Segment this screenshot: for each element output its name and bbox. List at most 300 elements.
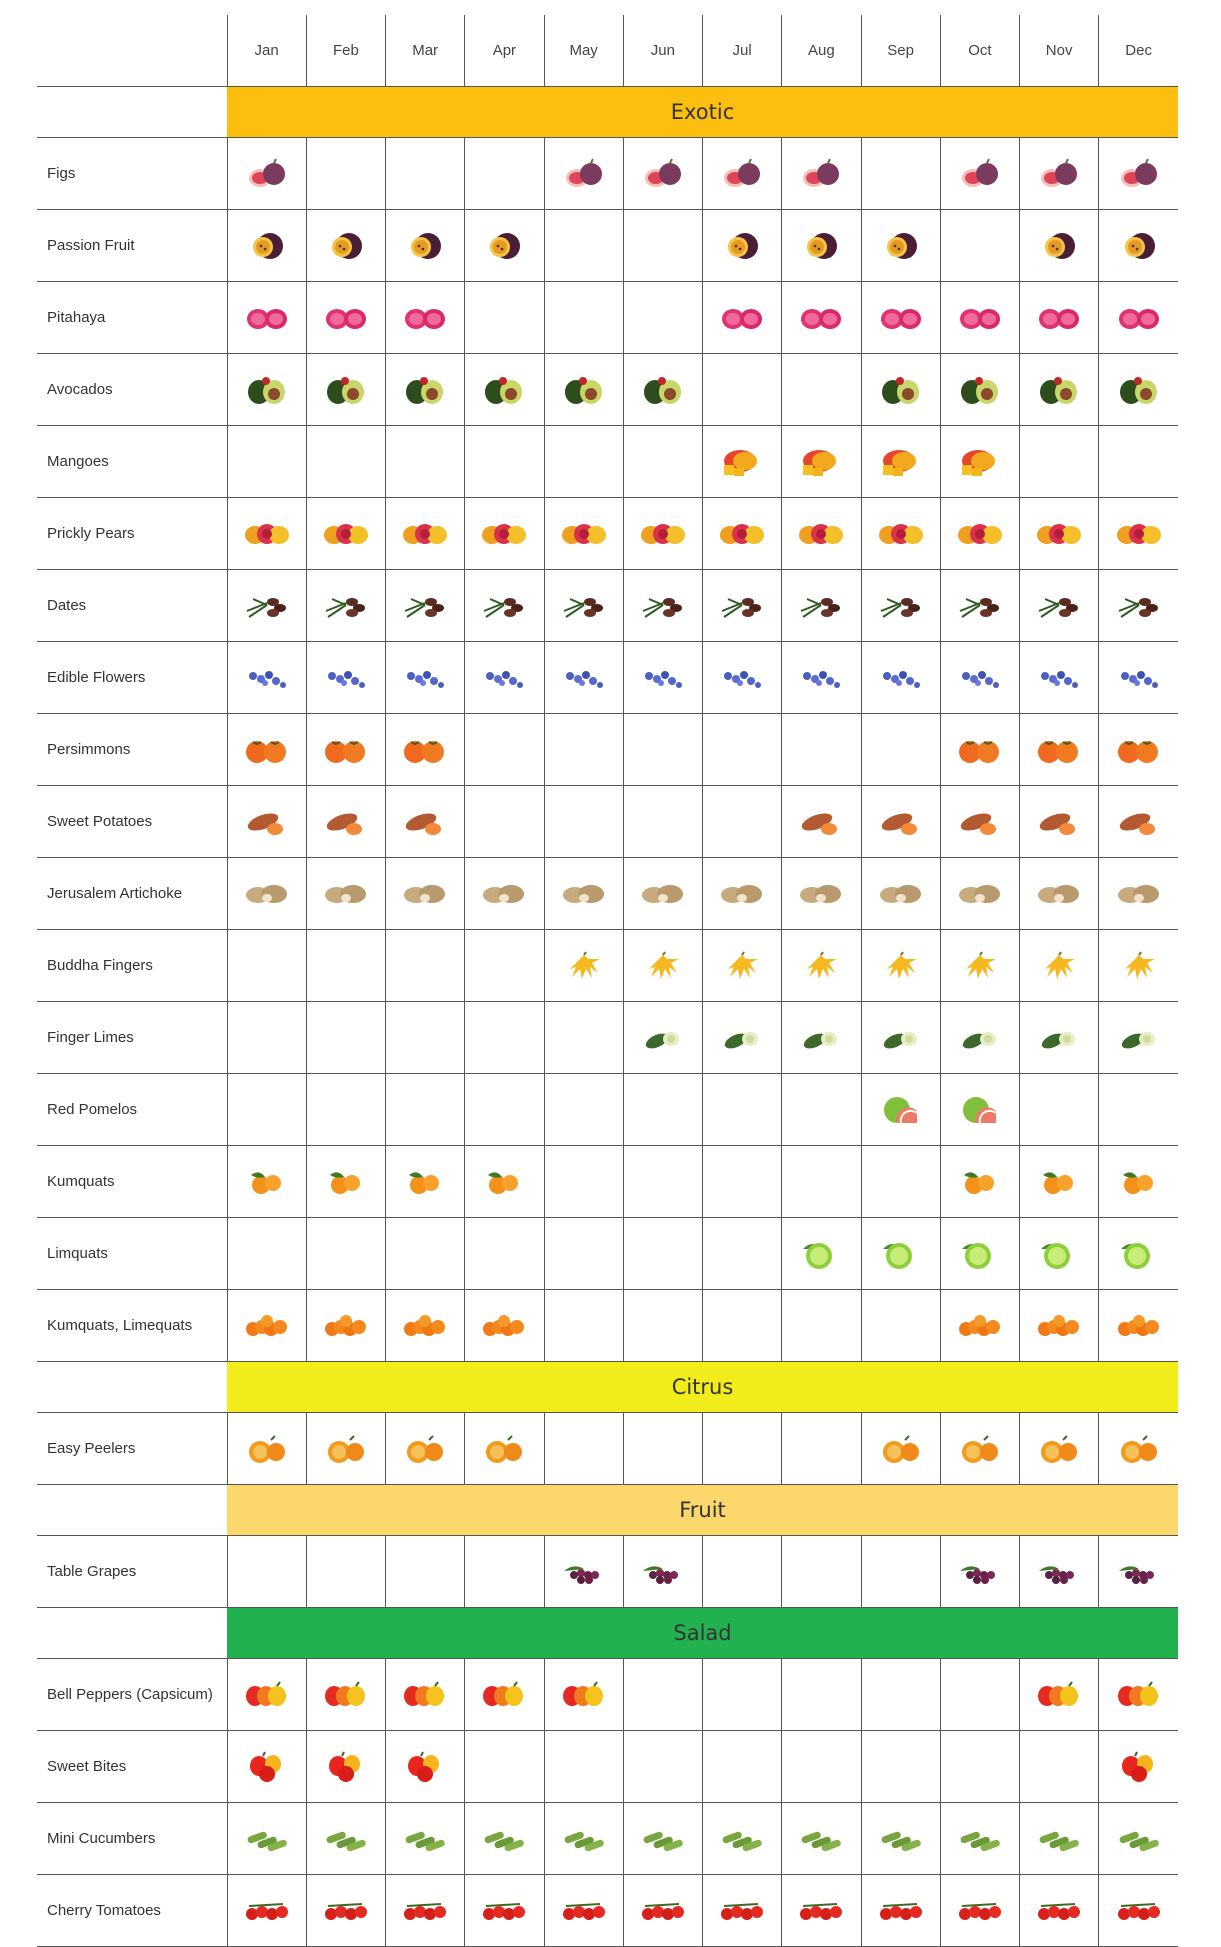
month-cell [1020,1413,1099,1485]
month-cell [782,426,861,498]
month-cell [1099,1875,1178,1947]
mango-icon [797,445,845,479]
month-cell [623,1074,702,1146]
cherry-tomato-icon [797,1894,845,1928]
section-row-fruit [37,1485,1178,1536]
month-cell [940,354,1019,426]
produce-name: Limquats [37,1218,227,1290]
month-cell [544,858,623,930]
month-cell [465,138,544,210]
prickly-pear-icon [322,517,370,551]
month-cell [306,1218,385,1290]
produce-name: Passion Fruit [37,210,227,282]
pitahaya-icon [322,301,370,335]
month-cell [1020,642,1099,714]
month-cell [306,1536,385,1608]
month-cell [1099,1002,1178,1074]
easy-peeler-icon [1035,1432,1083,1466]
month-cell [1099,786,1178,858]
kumquat-limequat-icon [1035,1309,1083,1343]
month-cell [623,138,702,210]
mini-cucumber-icon [1115,1822,1163,1856]
month-cell [940,930,1019,1002]
produce-name: Avocados [37,354,227,426]
month-cell [861,1659,940,1731]
month-cell [465,930,544,1002]
month-cell [703,1002,782,1074]
month-cell [386,1290,465,1362]
buddha-fingers-icon [956,949,1004,983]
produce-name: Cherry Tomatoes [37,1875,227,1947]
month-cell [306,1731,385,1803]
prickly-pear-icon [1115,517,1163,551]
section-blank-cell [37,87,227,138]
month-cell [1099,714,1178,786]
grapes-icon [560,1555,608,1589]
persimmon-icon [243,733,291,767]
month-cell [782,786,861,858]
month-cell [227,354,306,426]
kumquat-icon [1115,1165,1163,1199]
produce-name: Pitahaya [37,282,227,354]
avocado-icon [480,373,528,407]
month-cell [940,1074,1019,1146]
month-cell [1099,210,1178,282]
month-cell [782,210,861,282]
fig-icon [1035,157,1083,191]
sweet-bites-icon [401,1750,449,1784]
kumquat-icon [322,1165,370,1199]
month-cell [386,1536,465,1608]
table-row [37,714,1178,786]
month-cell [1020,1218,1099,1290]
month-cell [940,1659,1019,1731]
dates-icon [718,589,766,623]
month-cell [544,1146,623,1218]
month-cell [544,930,623,1002]
month-cell [1020,786,1099,858]
month-header: Feb [306,15,385,87]
month-cell [227,786,306,858]
fig-icon [797,157,845,191]
month-cell [861,570,940,642]
month-cell [306,1659,385,1731]
mini-cucumber-icon [560,1822,608,1856]
section-blank-cell [37,1362,227,1413]
produce-name: Bell Peppers (Capsicum) [37,1659,227,1731]
mini-cucumber-icon [243,1822,291,1856]
month-cell [782,1803,861,1875]
bell-pepper-icon [322,1678,370,1712]
month-cell [227,1536,306,1608]
month-cell [940,1731,1019,1803]
produce-name: Mini Cucumbers [37,1803,227,1875]
month-cell [782,1290,861,1362]
month-cell [1099,1146,1178,1218]
prickly-pear-icon [243,517,291,551]
passion-fruit-icon [1115,229,1163,263]
month-cell [703,642,782,714]
jerusalem-artichoke-icon [956,877,1004,911]
edible-flowers-icon [401,661,449,695]
month-cell [465,498,544,570]
limquat-icon [797,1237,845,1271]
month-cell [782,1002,861,1074]
month-cell [1020,1875,1099,1947]
month-cell [782,354,861,426]
passion-fruit-icon [243,229,291,263]
month-cell [227,1803,306,1875]
month-cell [465,1536,544,1608]
cherry-tomato-icon [322,1894,370,1928]
month-cell [1099,1218,1178,1290]
month-cell [465,1218,544,1290]
month-cell [623,1536,702,1608]
month-cell [386,1731,465,1803]
cherry-tomato-icon [639,1894,687,1928]
persimmon-icon [322,733,370,767]
month-cell [306,498,385,570]
month-cell [465,1290,544,1362]
month-cell [1020,1002,1099,1074]
month-cell [623,930,702,1002]
month-cell [703,1875,782,1947]
grapes-icon [1115,1555,1163,1589]
pitahaya-icon [1035,301,1083,335]
mini-cucumber-icon [718,1822,766,1856]
month-cell [1020,354,1099,426]
month-cell [623,282,702,354]
month-cell [1020,1659,1099,1731]
month-cell [1099,858,1178,930]
jerusalem-artichoke-icon [1035,877,1083,911]
dates-icon [1035,589,1083,623]
cherry-tomato-icon [243,1894,291,1928]
month-cell [703,1290,782,1362]
month-cell [940,1413,1019,1485]
edible-flowers-icon [243,661,291,695]
month-cell [306,282,385,354]
mango-icon [718,445,766,479]
month-cell [623,714,702,786]
month-cell [623,1290,702,1362]
month-cell [386,210,465,282]
jerusalem-artichoke-icon [322,877,370,911]
sweet-potato-icon [322,805,370,839]
kumquat-limequat-icon [401,1309,449,1343]
month-cell [703,354,782,426]
month-cell [544,1875,623,1947]
buddha-fingers-icon [718,949,766,983]
easy-peeler-icon [877,1432,925,1466]
month-cell [306,210,385,282]
calendar-body [37,87,1178,1947]
month-cell [782,570,861,642]
sweet-potato-icon [1035,805,1083,839]
month-cell [861,1536,940,1608]
section-row-salad [37,1608,1178,1659]
jerusalem-artichoke-icon [401,877,449,911]
edible-flowers-icon [560,661,608,695]
month-cell [306,1074,385,1146]
month-cell [782,1218,861,1290]
month-cell [703,930,782,1002]
month-cell [940,1803,1019,1875]
month-cell [465,570,544,642]
month-cell [544,354,623,426]
passion-fruit-icon [718,229,766,263]
month-cell [227,1146,306,1218]
month-cell [227,138,306,210]
finger-lime-icon [797,1021,845,1055]
month-cell [227,858,306,930]
table-row [37,642,1178,714]
month-cell [306,930,385,1002]
month-cell [623,354,702,426]
sweet-potato-icon [1115,805,1163,839]
cherry-tomato-icon [877,1894,925,1928]
month-cell [623,426,702,498]
month-cell [940,786,1019,858]
month-cell [465,1731,544,1803]
month-cell [1020,498,1099,570]
month-cell [544,1218,623,1290]
month-cell [227,1218,306,1290]
mango-icon [877,445,925,479]
avocado-icon [956,373,1004,407]
table-row [37,1731,1178,1803]
month-cell [465,282,544,354]
produce-name: Easy Peelers [37,1413,227,1485]
prickly-pear-icon [956,517,1004,551]
month-cell [623,498,702,570]
produce-name: Finger Limes [37,1002,227,1074]
edible-flowers-icon [1115,661,1163,695]
red-pomelo-icon [877,1093,925,1127]
produce-name: Sweet Potatoes [37,786,227,858]
month-cell [623,1803,702,1875]
month-cell [703,1536,782,1608]
sweet-bites-icon [322,1750,370,1784]
jerusalem-artichoke-icon [480,877,528,911]
table-row [37,786,1178,858]
passion-fruit-icon [401,229,449,263]
prickly-pear-icon [718,517,766,551]
month-cell [544,1659,623,1731]
bell-pepper-icon [243,1678,291,1712]
persimmon-icon [401,733,449,767]
buddha-fingers-icon [877,949,925,983]
month-cell [1020,210,1099,282]
month-cell [623,1146,702,1218]
table-row [37,1875,1178,1947]
month-cell [703,1803,782,1875]
month-cell [623,1218,702,1290]
mini-cucumber-icon [956,1822,1004,1856]
month-cell [544,1290,623,1362]
month-cell [703,858,782,930]
table-row [37,1659,1178,1731]
month-cell [227,1074,306,1146]
month-cell [861,282,940,354]
table-row [37,498,1178,570]
sweet-bites-icon [1115,1750,1163,1784]
table-row [37,1146,1178,1218]
finger-lime-icon [1035,1021,1083,1055]
jerusalem-artichoke-icon [639,877,687,911]
table-row [37,1218,1178,1290]
month-cell [861,1290,940,1362]
month-cell [703,138,782,210]
month-cell [940,498,1019,570]
table-row [37,570,1178,642]
passion-fruit-icon [480,229,528,263]
month-cell [227,282,306,354]
month-cell [861,1218,940,1290]
month-cell [861,858,940,930]
produce-name: Dates [37,570,227,642]
red-pomelo-icon [956,1093,1004,1127]
sweet-potato-icon [877,805,925,839]
month-cell [1020,426,1099,498]
month-cell [1099,282,1178,354]
month-cell [703,570,782,642]
month-cell [465,426,544,498]
avocado-icon [877,373,925,407]
finger-lime-icon [639,1021,687,1055]
month-cell [940,1002,1019,1074]
edible-flowers-icon [877,661,925,695]
pitahaya-icon [401,301,449,335]
dates-icon [401,589,449,623]
month-cell [1099,1074,1178,1146]
produce-name: Buddha Fingers [37,930,227,1002]
month-cell [227,1731,306,1803]
month-cell [544,138,623,210]
table-row [37,930,1178,1002]
month-cell [544,642,623,714]
cherry-tomato-icon [956,1894,1004,1928]
section-header: Exotic [227,87,1178,138]
edible-flowers-icon [480,661,528,695]
month-cell [861,426,940,498]
month-cell [544,282,623,354]
fig-icon [639,157,687,191]
jerusalem-artichoke-icon [560,877,608,911]
mini-cucumber-icon [639,1822,687,1856]
month-cell [227,642,306,714]
produce-name: Mangoes [37,426,227,498]
month-cell [544,1731,623,1803]
month-cell [386,1803,465,1875]
month-cell [386,498,465,570]
month-cell [465,714,544,786]
month-cell [544,426,623,498]
month-cell [544,498,623,570]
month-cell [386,930,465,1002]
cherry-tomato-icon [480,1894,528,1928]
buddha-fingers-icon [1115,949,1163,983]
month-cell [306,354,385,426]
table-row [37,426,1178,498]
table-row [37,1290,1178,1362]
month-cell [940,714,1019,786]
produce-name: Edible Flowers [37,642,227,714]
pitahaya-icon [877,301,925,335]
month-cell [782,1074,861,1146]
month-cell [861,1074,940,1146]
month-cell [1099,1803,1178,1875]
month-cell [623,786,702,858]
month-cell [703,426,782,498]
month-cell [306,570,385,642]
month-cell [306,1002,385,1074]
month-cell [940,282,1019,354]
table-row [37,858,1178,930]
month-cell [1020,1803,1099,1875]
month-cell [861,1002,940,1074]
fig-icon [956,157,1004,191]
month-cell [861,1803,940,1875]
grapes-icon [639,1555,687,1589]
avocado-icon [1115,373,1163,407]
sweet-potato-icon [243,805,291,839]
edible-flowers-icon [1035,661,1083,695]
month-cell [1099,570,1178,642]
edible-flowers-icon [797,661,845,695]
month-cell [227,1002,306,1074]
month-cell [861,210,940,282]
passion-fruit-icon [322,229,370,263]
prickly-pear-icon [560,517,608,551]
month-cell [227,498,306,570]
finger-lime-icon [956,1021,1004,1055]
month-cell [386,1218,465,1290]
easy-peeler-icon [401,1432,449,1466]
month-cell [782,930,861,1002]
month-header: Dec [1099,15,1178,87]
sweet-potato-icon [797,805,845,839]
jerusalem-artichoke-icon [877,877,925,911]
dates-icon [480,589,528,623]
cherry-tomato-icon [401,1894,449,1928]
month-header: Nov [1020,15,1099,87]
month-cell [1099,426,1178,498]
month-cell [861,1875,940,1947]
month-cell [623,1731,702,1803]
month-cell [386,282,465,354]
month-cell [703,498,782,570]
month-cell [623,1659,702,1731]
month-cell [306,426,385,498]
kumquat-icon [243,1165,291,1199]
month-cell [386,1002,465,1074]
avocado-icon [401,373,449,407]
month-cell [544,570,623,642]
prickly-pear-icon [480,517,528,551]
month-cell [861,1413,940,1485]
mini-cucumber-icon [401,1822,449,1856]
passion-fruit-icon [877,229,925,263]
month-cell [544,1074,623,1146]
month-header: May [544,15,623,87]
month-cell [1099,1536,1178,1608]
month-cell [861,642,940,714]
month-cell [782,1659,861,1731]
month-cell [861,138,940,210]
month-cell [306,714,385,786]
month-cell [940,138,1019,210]
